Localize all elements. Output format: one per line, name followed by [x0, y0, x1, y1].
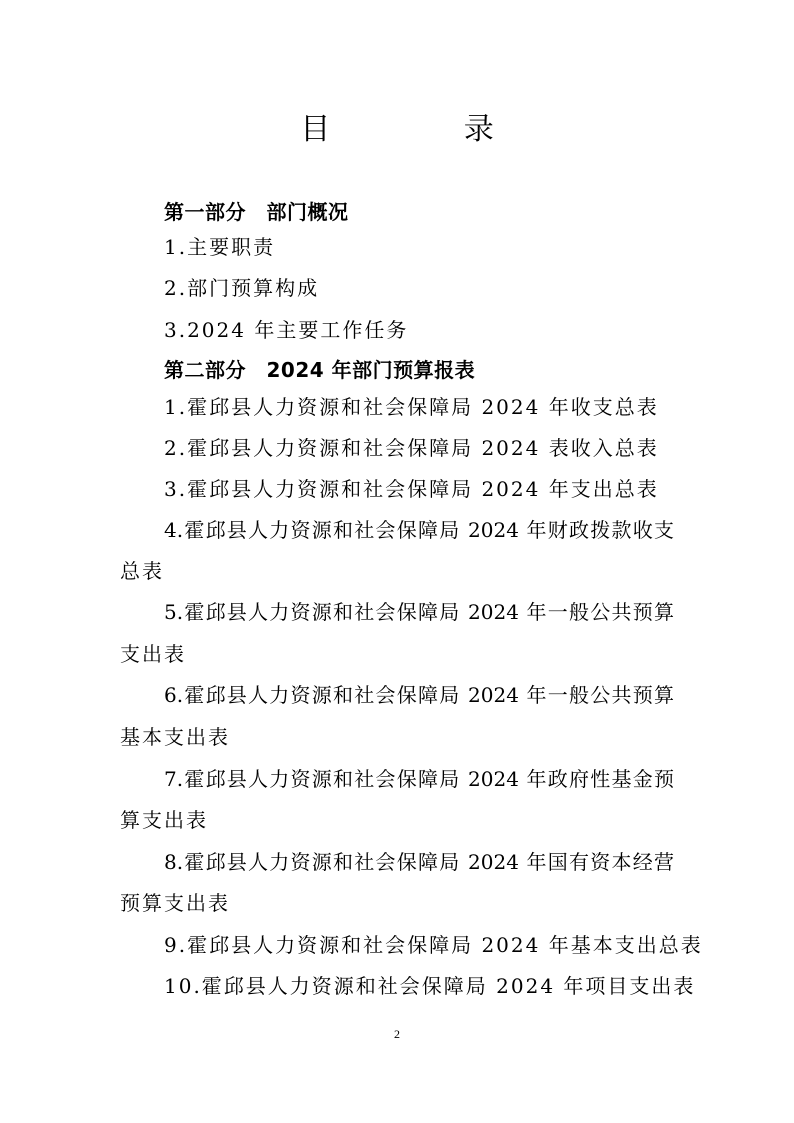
toc-item-continuation: 预算支出表: [120, 891, 230, 915]
toc-item: 3.霍邱县人力资源和社会保障局 2024 年支出总表: [164, 477, 659, 501]
toc-item: 8.霍邱县人力资源和社会保障局 2024 年国有资本经营: [164, 850, 674, 874]
toc-item-continuation: 算支出表: [120, 808, 208, 832]
toc-item: 6.霍邱县人力资源和社会保障局 2024 年一般公共预算: [164, 683, 674, 707]
toc-item: 7.霍邱县人力资源和社会保障局 2024 年政府性基金预: [164, 767, 674, 791]
toc-item: 3.2024 年主要工作任务: [164, 318, 409, 342]
toc-item-continuation: 总表: [120, 559, 164, 583]
toc-item: 4.霍邱县人力资源和社会保障局 2024 年财政拨款收支: [164, 518, 674, 542]
page-number: 2: [394, 1027, 400, 1041]
toc-item: 2.部门预算构成: [164, 276, 320, 300]
toc-item: 1.霍邱县人力资源和社会保障局 2024 年收支总表: [164, 395, 659, 419]
part-one-heading: 第一部分 部门概况: [164, 200, 349, 224]
toc-item: 5.霍邱县人力资源和社会保障局 2024 年一般公共预算: [164, 600, 674, 624]
page-title: 目 录: [300, 112, 556, 147]
toc-item-continuation: 支出表: [120, 642, 186, 666]
toc-item: 10.霍邱县人力资源和社会保障局 2024 年项目支出表: [164, 974, 696, 998]
part-two-heading: 第二部分 2024 年部门预算报表: [164, 358, 476, 382]
toc-item: 9.霍邱县人力资源和社会保障局 2024 年基本支出总表: [164, 933, 703, 957]
toc-item: 1.主要职责: [164, 235, 276, 259]
toc-item-continuation: 基本支出表: [120, 725, 230, 749]
toc-item: 2.霍邱县人力资源和社会保障局 2024 表收入总表: [164, 436, 659, 460]
